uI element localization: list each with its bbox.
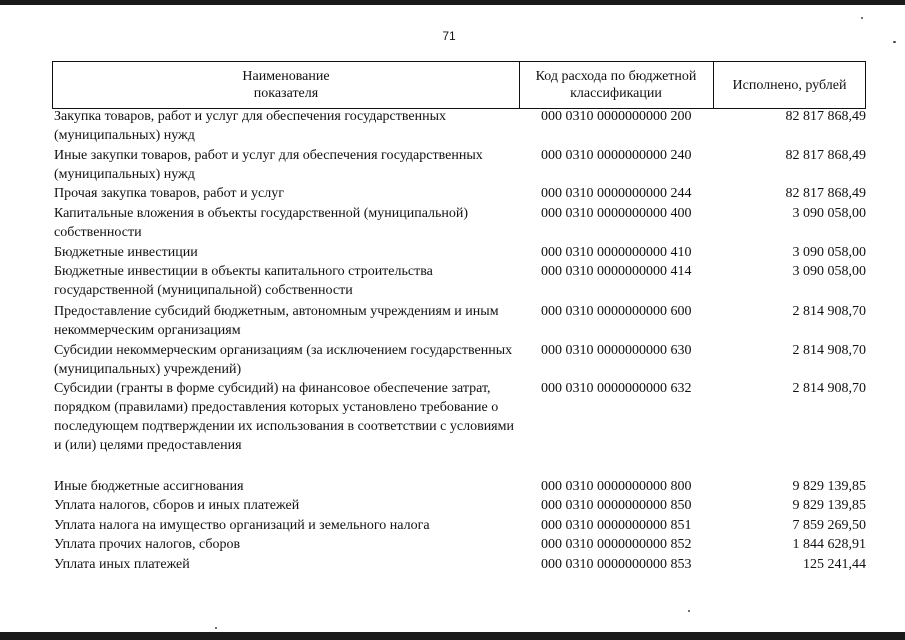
row-name: Субсидии (гранты в форме субсидий) на финансовое обеспечение затрат, порядком (правилами) предоставления которых установлено требование о последующем подтверждении их использования в соответствии с условиями и (или) целями предоставления xyxy=(54,381,514,453)
row-code: 000 0310 0000000000 410 xyxy=(541,245,692,260)
row-name: Предоставление субсидий бюджетным, автономным учреждениям и иным некоммерческим организациям xyxy=(54,304,499,338)
table-header xyxy=(52,61,866,109)
scan-speck xyxy=(688,610,690,612)
row-name: Бюджетные инвестиции xyxy=(54,245,198,260)
row-amount: 125 241,44 xyxy=(803,557,866,572)
row-code: 000 0310 0000000000 600 xyxy=(541,304,692,319)
row-code: 000 0310 0000000000 853 xyxy=(541,557,692,572)
row-name: Иные бюджетные ассигнования xyxy=(54,479,244,494)
row-code: 000 0310 0000000000 852 xyxy=(541,537,692,552)
row-code: 000 0310 0000000000 400 xyxy=(541,206,692,221)
row-amount: 82 817 868,49 xyxy=(785,186,866,201)
row-amount: 3 090 058,00 xyxy=(792,264,866,279)
row-amount: 2 814 908,70 xyxy=(792,381,866,396)
row-name: Уплата прочих налогов, сборов xyxy=(54,537,241,552)
row-code: 000 0310 0000000000 200 xyxy=(541,109,692,124)
page-number: 71 xyxy=(442,29,456,43)
row-amount: 3 090 058,00 xyxy=(792,245,866,260)
row-amount: 3 090 058,00 xyxy=(792,206,866,221)
header-amount xyxy=(714,62,865,108)
scan-border-bottom xyxy=(0,632,905,640)
row-amount: 2 814 908,70 xyxy=(792,343,866,358)
header-code xyxy=(519,62,714,108)
row-name: Закупка товаров, работ и услуг для обеспечения государственных (муниципальных) нужд xyxy=(54,109,447,143)
row-code: 000 0310 0000000000 850 xyxy=(541,498,692,513)
row-code: 000 0310 0000000000 414 xyxy=(541,264,692,279)
row-name: Уплата налога на имущество организаций и земельного налога xyxy=(54,518,430,533)
row-code: 000 0310 0000000000 630 xyxy=(541,343,692,358)
row-name: Уплата налогов, сборов и иных платежей xyxy=(54,498,300,513)
scan-border-top xyxy=(0,0,905,5)
row-amount: 82 817 868,49 xyxy=(785,148,866,163)
row-code: 000 0310 0000000000 632 xyxy=(541,381,692,396)
row-amount: 7 859 269,50 xyxy=(792,518,866,533)
row-amount: 1 844 628,91 xyxy=(792,537,866,552)
row-amount: 2 814 908,70 xyxy=(792,304,866,319)
row-name: Прочая закупка товаров, работ и услуг xyxy=(54,186,284,201)
row-name: Уплата иных платежей xyxy=(54,557,190,572)
row-amount: 9 829 139,85 xyxy=(792,498,866,513)
row-code: 000 0310 0000000000 800 xyxy=(541,479,692,494)
header-amount-label: Исполнено, рублей xyxy=(732,77,847,93)
row-code: 000 0310 0000000000 244 xyxy=(541,186,692,201)
header-name xyxy=(53,62,520,108)
row-code: 000 0310 0000000000 851 xyxy=(541,518,692,533)
row-amount: 9 829 139,85 xyxy=(792,479,866,494)
header-code-label: Код расхода по бюджетной классификации xyxy=(535,69,697,101)
row-name: Субсидии некоммерческим организациям (за исключением государственных (муниципальных) учреждений) xyxy=(54,343,513,377)
scan-speck xyxy=(215,627,217,629)
row-name: Бюджетные инвестиции в объекты капитального строительства государственной (муниципальной) собственности xyxy=(54,264,433,298)
scan-speck xyxy=(861,17,863,19)
row-name: Капитальные вложения в объекты государственной (муниципальной) собственности xyxy=(54,206,469,240)
row-amount: 82 817 868,49 xyxy=(785,109,866,124)
header-name-label: Наименование показателя xyxy=(242,69,330,101)
row-code: 000 0310 0000000000 240 xyxy=(541,148,692,163)
scan-speck xyxy=(893,41,896,43)
row-name: Иные закупки товаров, работ и услуг для обеспечения государственных (муниципальных) нужд xyxy=(54,148,483,182)
